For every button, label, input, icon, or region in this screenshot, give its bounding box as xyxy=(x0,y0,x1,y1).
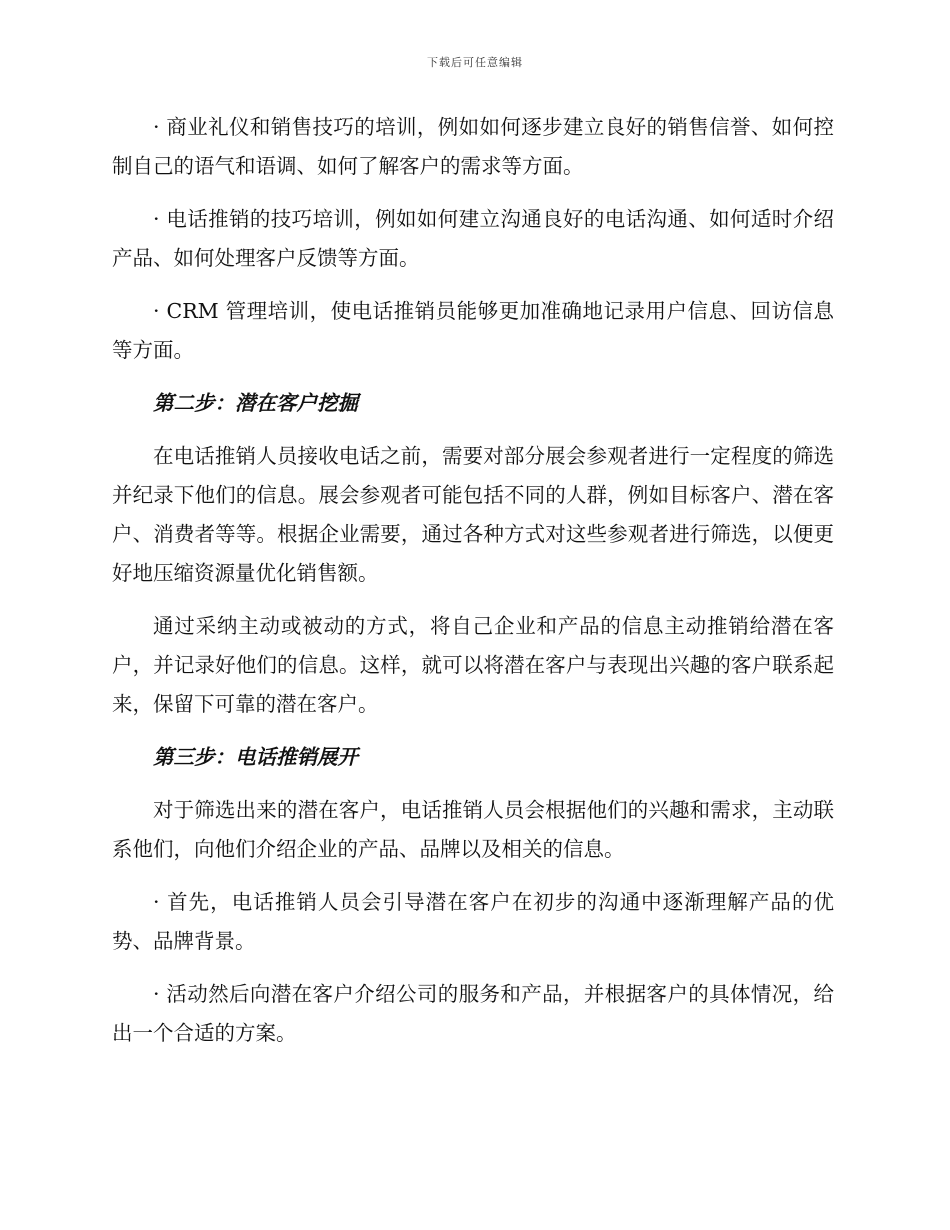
bullet-paragraph-crm-training: · CRM 管理培训，使电话推销员能够更加准确地记录用户信息、回访信息等方面。 xyxy=(112,299,834,362)
paragraph-screening: 在电话推销人员接收电话之前，需要对部分展会参观者进行一定程度的筛选并纪录下他们的信息。展会参观者可能包括不同的人群，例如目标客户、潜在客户、消费者等等。根据企业需要，通过各种方式对这些参观者进行筛选，以便更好地压缩资源量优化销售额。 xyxy=(112,444,834,585)
paragraph-active-promotion: 通过采纳主动或被动的方式，将自己企业和产品的信息主动推销给潜在客户，并记录好他们的信息。这样，就可以将潜在客户与表现出兴趣的客户联系起来，保留下可靠的潜在客户。 xyxy=(112,614,834,716)
section-heading-step-two: 第二步：潜在客户挖掘 xyxy=(153,391,358,415)
bullet-paragraph-first-guide: · 首先，电话推销人员会引导潜在客户在初步的沟通中逐渐理解产品的优势、品牌背景。 xyxy=(112,890,834,953)
bullet-paragraph-etiquette-training: · 商业礼仪和销售技巧的培训，例如如何逐步建立良好的销售信誉、如何控制自己的语气和语调、如何了解客户的需求等方面。 xyxy=(112,115,834,178)
bullet-paragraph-then-introduce: · 活动然后向潜在客户介绍公司的服务和产品，并根据客户的具体情况，给出一个合适的方案。 xyxy=(112,982,834,1045)
bullet-paragraph-phone-skills-training: · 电话推销的技巧培训，例如如何建立沟通良好的电话沟通、如何适时介绍产品、如何处理客户反馈等方面。 xyxy=(112,207,834,270)
page-header: 下载后可任意编辑 xyxy=(427,56,523,69)
paragraph-contact-customers: 对于筛选出来的潜在客户，电话推销人员会根据他们的兴趣和需求，主动联系他们，向他们介绍企业的产品、品牌以及相关的信息。 xyxy=(112,798,834,861)
document-body xyxy=(112,108,834,1067)
section-heading-step-three: 第三步：电话推销展开 xyxy=(153,745,358,769)
